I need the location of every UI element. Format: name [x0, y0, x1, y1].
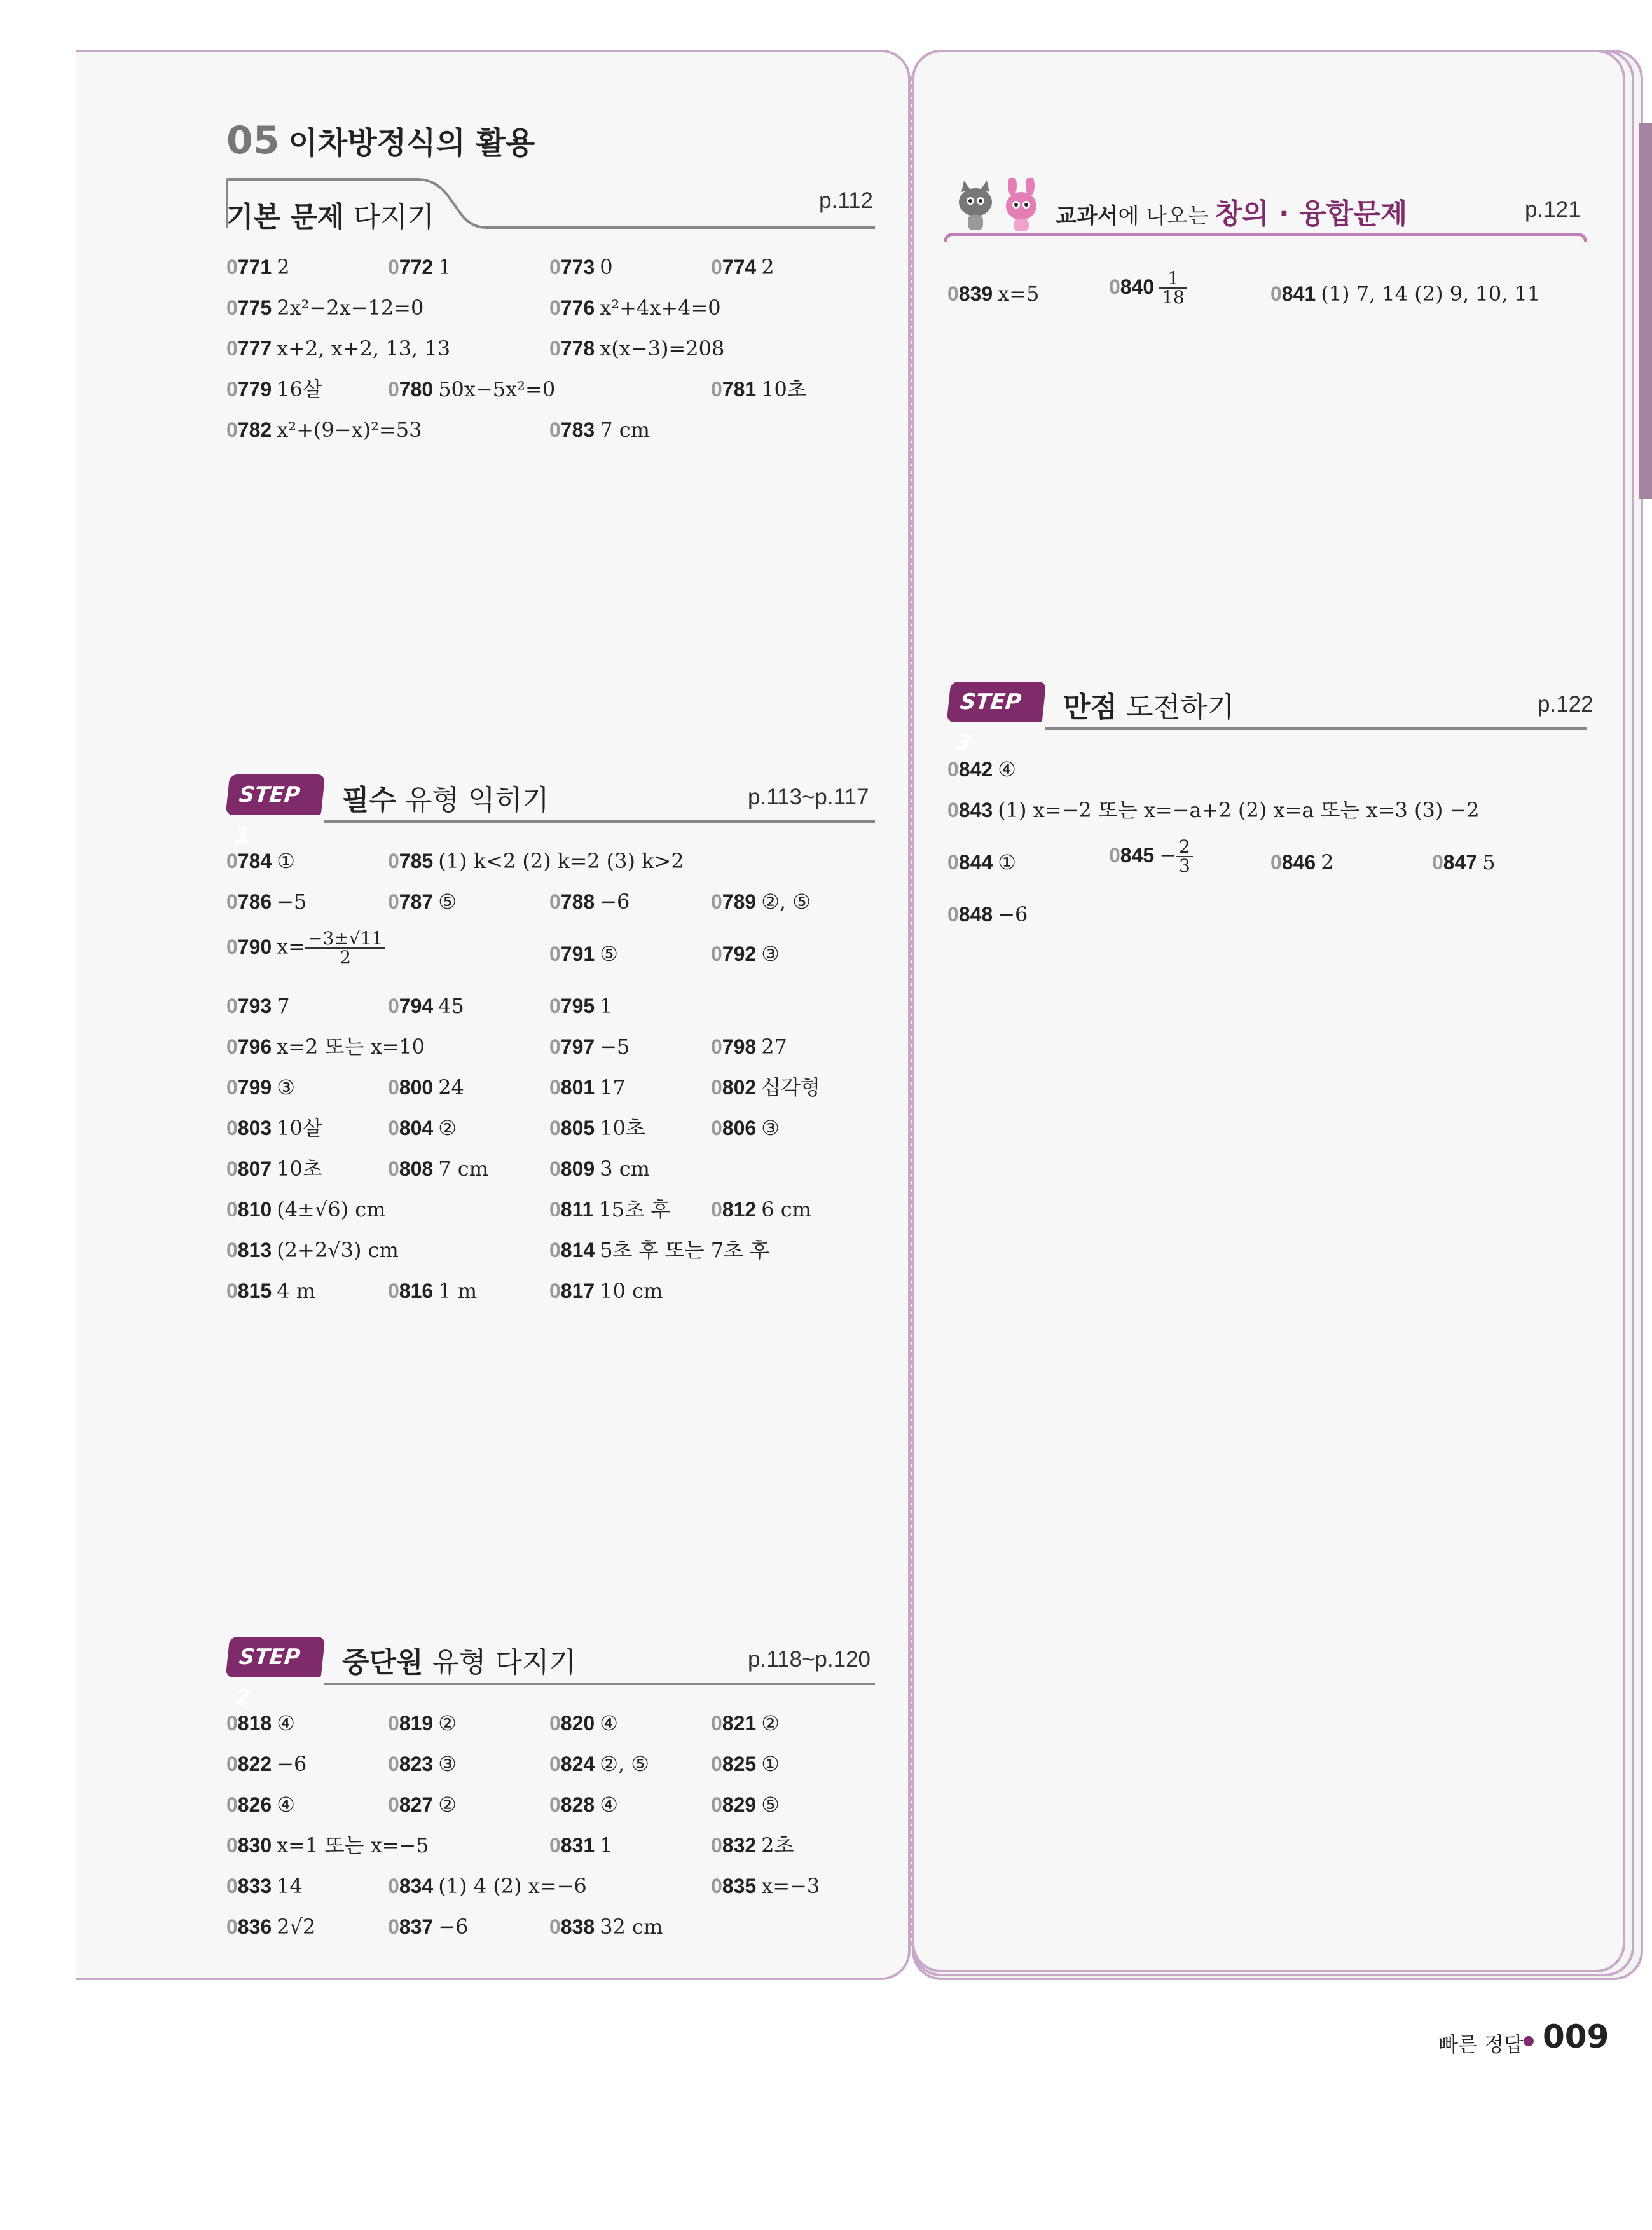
question-number: 0847 [1432, 851, 1478, 874]
footer-bullet [1524, 2036, 1534, 2046]
question-number: 0786 [226, 890, 272, 913]
answer-value: x=2 또는 x=10 [277, 1035, 425, 1059]
answer-item [388, 1914, 468, 1939]
step3-section-title [1063, 684, 1234, 725]
answer-value: (1) 7, 14 (2) 9, 10, 11 [1321, 282, 1541, 306]
answer-value: (1) k<2 (2) k=2 (3) k>2 [438, 849, 684, 873]
question-number: 0832 [711, 1834, 757, 1857]
answer-item [226, 417, 422, 443]
question-number: 0778 [549, 337, 595, 360]
answer-value: ② [438, 1793, 457, 1817]
question-number: 0831 [549, 1834, 595, 1857]
answer-value: (1) x=−2 또는 x=−a+2 (2) x=a 또는 x=3 (3) −2 [998, 798, 1480, 822]
answer-item [388, 1115, 457, 1141]
question-number: 0825 [711, 1752, 757, 1775]
answer-value: ②, ⑤ [600, 1752, 649, 1776]
answer-value: 50x−5x²=0 [438, 377, 556, 401]
answer-value: x²+(9−x)²=53 [277, 418, 422, 442]
chapter-number: 05 [226, 118, 280, 163]
question-number: 0772 [388, 256, 434, 279]
answer-item [549, 1914, 663, 1939]
answer-value: 7 cm [438, 1157, 488, 1181]
basic-title-b: 다지기 [344, 201, 434, 233]
question-number: 0775 [226, 296, 272, 319]
answer-value: ③ [761, 942, 780, 966]
answer-item [549, 1115, 645, 1141]
answer-value: −5 [277, 890, 307, 914]
answer-value: ⑤ [761, 1793, 780, 1817]
question-number: 0780 [388, 378, 434, 401]
basic-tab-underline [226, 178, 875, 229]
answer-value: x(x−3)=208 [600, 336, 725, 361]
answer-value: 10초 [277, 1157, 322, 1181]
answer-item [388, 1873, 587, 1899]
answer-value: 16살 [277, 377, 322, 401]
answer-item [711, 376, 807, 402]
question-number: 0789 [711, 890, 757, 913]
answer-item [226, 930, 385, 967]
question-number: 0840 [1109, 275, 1155, 298]
question-number: 0836 [226, 1915, 272, 1938]
fraction-numerator: −3±√11 [305, 930, 385, 949]
creative-title-small-a: 교과서 [1056, 203, 1119, 229]
answer-value: −6 [998, 902, 1028, 926]
mascot-characters-icon [950, 178, 1052, 235]
answer-value: (4±√6) cm [277, 1197, 386, 1222]
question-number: 0777 [226, 337, 272, 360]
question-number: 0787 [388, 890, 434, 913]
answer-value: 10 cm [600, 1279, 663, 1303]
question-number: 0846 [1270, 851, 1316, 874]
answer-value: ④ [600, 1711, 618, 1735]
fraction-denominator: 3 [1179, 855, 1190, 876]
question-number: 0828 [549, 1793, 595, 1816]
question-number: 0788 [549, 890, 595, 913]
question-number: 0813 [226, 1239, 272, 1262]
step2-title-b: 유형 다지기 [423, 1646, 577, 1679]
answer-value: −6 [600, 890, 630, 914]
answer-item [226, 376, 322, 402]
question-number: 0799 [226, 1076, 272, 1099]
question-number: 0814 [549, 1239, 595, 1262]
answer-value: 6 cm [761, 1197, 811, 1222]
question-number: 0824 [549, 1752, 595, 1775]
answer-value: 1 [438, 255, 451, 279]
answer-value: 7 cm [600, 418, 650, 442]
question-number: 0796 [226, 1035, 272, 1058]
basic-page-ref: p.112 [819, 188, 873, 213]
answer-item [1109, 838, 1193, 875]
step1-title-a: 필수 [342, 784, 397, 816]
question-number: 0776 [549, 296, 595, 319]
answer-item [549, 295, 721, 320]
answer-item [711, 1751, 780, 1777]
answer-item [226, 1833, 429, 1858]
creative-section-title [1056, 191, 1407, 231]
answer-value: ⑤ [600, 942, 618, 966]
answer-value: 32 cm [600, 1915, 663, 1939]
question-number: 0782 [226, 418, 272, 441]
answer-value: ① [277, 849, 295, 873]
answer-value: 14 [277, 1874, 303, 1898]
answer-value: x+2, x+2, 13, 13 [277, 336, 451, 361]
question-number: 0833 [226, 1875, 272, 1897]
chapter-name: 이차방정식의 활용 [288, 125, 535, 161]
answer-value: 2 [1321, 850, 1334, 874]
answer-value: 2초 [761, 1833, 794, 1857]
step1-section-title [342, 777, 549, 818]
answer-item [549, 1833, 613, 1858]
fraction-numerator: 2 [1176, 838, 1193, 857]
step1-page-ref: p.113~p.117 [748, 785, 869, 809]
step3-page-ref: p.122 [1538, 692, 1593, 717]
answer-item [549, 1278, 663, 1304]
answer-value: ③ [438, 1752, 457, 1776]
answer-value: x²+4x+4=0 [600, 296, 721, 320]
answer-value: 45 [438, 994, 464, 1018]
answer-item [549, 1156, 650, 1181]
fraction-numerator: 1 [1159, 270, 1187, 289]
question-number: 0785 [388, 850, 434, 872]
answer-item [549, 1710, 618, 1736]
question-number: 0800 [388, 1076, 434, 1099]
answer-item [226, 889, 306, 914]
right-page-frame [912, 50, 1625, 1972]
answer-value: ① [998, 850, 1016, 874]
answer-item [388, 1710, 457, 1736]
answer-item [226, 254, 290, 280]
answer-value: 십각형 [761, 1075, 820, 1099]
answer-item [226, 1873, 303, 1899]
answer-item [549, 254, 613, 280]
answer-item [549, 1237, 769, 1263]
answer-value: ① [761, 1752, 780, 1776]
answer-item [549, 1751, 649, 1777]
answer-item [947, 797, 1480, 823]
answer-item [947, 850, 1016, 875]
answer-value: 10초 [600, 1116, 645, 1140]
answer-value: ④ [998, 757, 1016, 781]
answer-item [549, 889, 630, 914]
step3-badge: STEP 3 [947, 682, 1047, 722]
question-number: 0801 [549, 1076, 595, 1099]
question-number: 0819 [388, 1712, 434, 1735]
creative-page-ref: p.121 [1525, 197, 1581, 222]
answer-item [226, 1751, 306, 1777]
question-number: 0798 [711, 1035, 757, 1058]
answer-value: 17 [600, 1075, 626, 1099]
question-number: 0779 [226, 378, 272, 401]
left-page-frame [76, 50, 911, 1980]
chapter-title [226, 118, 535, 163]
question-number: 0848 [947, 903, 993, 926]
answer-item [1270, 850, 1334, 875]
answer-item [226, 336, 450, 361]
question-number: 0805 [549, 1117, 595, 1139]
answer-item [226, 1792, 295, 1817]
answer-item [947, 902, 1028, 927]
answer-item [711, 1710, 780, 1736]
answer-value: ④ [600, 1793, 618, 1817]
answer-item [226, 848, 295, 874]
question-number: 0806 [711, 1117, 757, 1139]
question-number: 0804 [388, 1117, 434, 1139]
answer-item [711, 889, 811, 914]
step1-underline [324, 820, 875, 823]
question-number: 0818 [226, 1712, 272, 1735]
answer-item [388, 889, 457, 914]
answer-item [388, 1075, 464, 1100]
answer-value: (2+2√3) cm [277, 1238, 399, 1262]
question-number: 0842 [947, 758, 993, 781]
question-number: 0843 [947, 799, 993, 822]
answer-value: − [1159, 843, 1176, 867]
step2-underline [324, 1683, 875, 1685]
question-number: 0835 [711, 1875, 757, 1897]
question-number: 0795 [549, 995, 595, 1017]
answer-value: ② [438, 1116, 457, 1140]
answer-value: x=5 [998, 282, 1040, 306]
answer-item [226, 295, 423, 320]
answer-value: ④ [277, 1711, 295, 1735]
answer-value: x= [277, 934, 306, 959]
answer-value: ⑤ [438, 890, 457, 914]
question-number: 0816 [388, 1279, 434, 1302]
side-index-tab [1639, 123, 1652, 499]
answer-item [549, 1197, 670, 1222]
basic-title-a: 기본 문제 [226, 201, 345, 233]
creative-title-big: 창의 · 융합문제 [1215, 198, 1408, 230]
answer-item [388, 1751, 457, 1777]
step2-badge: STEP 2 [226, 1637, 326, 1677]
answer-item [947, 757, 1016, 782]
answer-value: ② [438, 1711, 457, 1735]
answer-item [226, 1914, 315, 1939]
answer-value: 0 [600, 255, 613, 279]
fraction-denominator: 18 [1162, 287, 1185, 308]
answer-value: 2x²−2x−12=0 [277, 296, 424, 320]
question-number: 0837 [388, 1915, 434, 1938]
answer-item [226, 1156, 322, 1181]
answer-fraction [1176, 838, 1193, 875]
question-number: 0830 [226, 1834, 272, 1857]
answer-value: (1) 4 (2) x=−6 [438, 1874, 587, 1898]
answer-item [711, 941, 780, 967]
question-number: 0803 [226, 1117, 272, 1139]
answer-item [711, 1792, 780, 1817]
question-number: 0822 [226, 1752, 272, 1775]
question-number: 0808 [388, 1157, 434, 1180]
fraction-denominator: 2 [340, 947, 352, 968]
answer-item [711, 1833, 794, 1858]
answer-item [947, 281, 1039, 306]
answer-value: 4 m [277, 1279, 316, 1303]
answer-value: 10초 [761, 377, 807, 401]
answer-item [226, 1075, 295, 1100]
answer-item [549, 417, 650, 443]
answer-item [549, 336, 724, 361]
question-number: 0817 [549, 1279, 595, 1302]
question-number: 0827 [388, 1793, 434, 1816]
question-number: 0838 [549, 1915, 595, 1938]
answer-item [549, 1075, 626, 1100]
answer-item [388, 848, 684, 874]
question-number: 0826 [226, 1793, 272, 1816]
answer-value: 27 [761, 1035, 787, 1059]
answer-item [1270, 281, 1540, 306]
answer-value: −6 [277, 1752, 307, 1776]
question-number: 0844 [947, 851, 993, 874]
answer-value: −6 [438, 1915, 469, 1939]
question-number: 0820 [549, 1712, 595, 1735]
answer-item [549, 993, 613, 1019]
question-number: 0811 [549, 1198, 594, 1221]
question-number: 0807 [226, 1157, 272, 1180]
answer-fraction [1159, 270, 1187, 306]
answer-value: 7 [277, 994, 290, 1018]
answer-item [388, 1792, 457, 1817]
step2-section-title [342, 1639, 576, 1680]
question-number: 0845 [1109, 843, 1155, 867]
answer-value: 1 [600, 994, 613, 1018]
question-number: 0793 [226, 995, 272, 1017]
answer-item [549, 941, 618, 967]
step2-page-ref: p.118~p.120 [748, 1647, 871, 1672]
answer-item [388, 254, 451, 280]
answer-item [711, 1075, 820, 1100]
answer-value: 2√2 [277, 1915, 316, 1939]
answer-value: ③ [277, 1075, 295, 1099]
answer-value: 2 [277, 255, 290, 279]
answer-value: 3 cm [600, 1157, 650, 1181]
question-number: 0810 [226, 1198, 272, 1221]
question-number: 0773 [549, 256, 595, 279]
question-number: 0783 [549, 418, 595, 441]
question-number: 0781 [711, 378, 757, 401]
answer-item [1432, 850, 1496, 875]
question-number: 0797 [549, 1035, 595, 1058]
answer-value: 5 [1482, 850, 1496, 874]
question-number: 0784 [226, 850, 272, 872]
answer-value: 10살 [277, 1116, 322, 1140]
question-number: 0821 [711, 1712, 757, 1735]
answer-value: 1 m [438, 1279, 478, 1303]
question-number: 0834 [388, 1875, 434, 1897]
answer-value: 15초 후 [598, 1197, 671, 1222]
creative-banner-bar [944, 233, 1587, 242]
answer-item [226, 1278, 315, 1304]
answer-value: x=1 또는 x=−5 [277, 1833, 429, 1857]
answer-value: ③ [761, 1116, 780, 1140]
answer-value: 24 [438, 1075, 464, 1099]
question-number: 0790 [226, 935, 272, 958]
answer-value: 5초 후 또는 7초 후 [600, 1238, 770, 1262]
answer-item [226, 1115, 322, 1141]
step2-title-a: 중단원 [342, 1646, 423, 1679]
answer-item [711, 1115, 780, 1141]
answer-value: ②, ⑤ [761, 890, 811, 914]
step3-title-a: 만점 [1063, 691, 1118, 724]
answer-item [388, 1156, 488, 1181]
footer-page-number: 009 [1543, 2018, 1609, 2055]
question-number: 0791 [549, 942, 595, 965]
answer-item [711, 1873, 820, 1899]
question-number: 0815 [226, 1279, 272, 1302]
answer-value: x=−3 [761, 1874, 820, 1898]
creative-title-small-b: 에 나오는 [1118, 203, 1209, 229]
answer-value: −5 [600, 1035, 630, 1059]
step1-title-b: 유형 익히기 [396, 784, 549, 816]
answer-item [711, 1034, 787, 1059]
answer-item [549, 1034, 630, 1059]
question-number: 0841 [1270, 282, 1316, 305]
answer-item [711, 254, 774, 280]
question-number: 0823 [388, 1752, 434, 1775]
answer-item [226, 1034, 425, 1059]
question-number: 0839 [947, 282, 993, 305]
answer-item [1109, 270, 1187, 306]
question-number: 0829 [711, 1793, 757, 1816]
answer-item [226, 1710, 295, 1736]
question-number: 0794 [388, 995, 434, 1017]
question-number: 0802 [711, 1076, 757, 1099]
step1-badge: STEP 1 [226, 774, 326, 815]
question-number: 0774 [711, 256, 757, 279]
fold-dashed-line [911, 76, 914, 1946]
answer-item [549, 1792, 618, 1817]
question-number: 0812 [711, 1198, 757, 1221]
answer-value: 2 [761, 255, 774, 279]
question-number: 0792 [711, 942, 757, 965]
answer-item [388, 1278, 477, 1304]
question-number: 0809 [549, 1157, 595, 1180]
footer-label: 빠른 정답 [1438, 2032, 1524, 2056]
answer-item [226, 993, 290, 1019]
answer-item [388, 376, 555, 402]
answer-value: ④ [277, 1793, 295, 1817]
answer-item [226, 1237, 399, 1263]
question-number: 0771 [226, 256, 272, 279]
step3-title-b: 도전하기 [1117, 691, 1235, 724]
answer-fraction [305, 930, 385, 967]
answer-item [711, 1197, 811, 1222]
answer-value: ② [761, 1711, 780, 1735]
answer-item [226, 1197, 386, 1222]
answer-value: 1 [600, 1833, 613, 1857]
answer-item [388, 993, 464, 1019]
step3-underline [1045, 727, 1587, 730]
